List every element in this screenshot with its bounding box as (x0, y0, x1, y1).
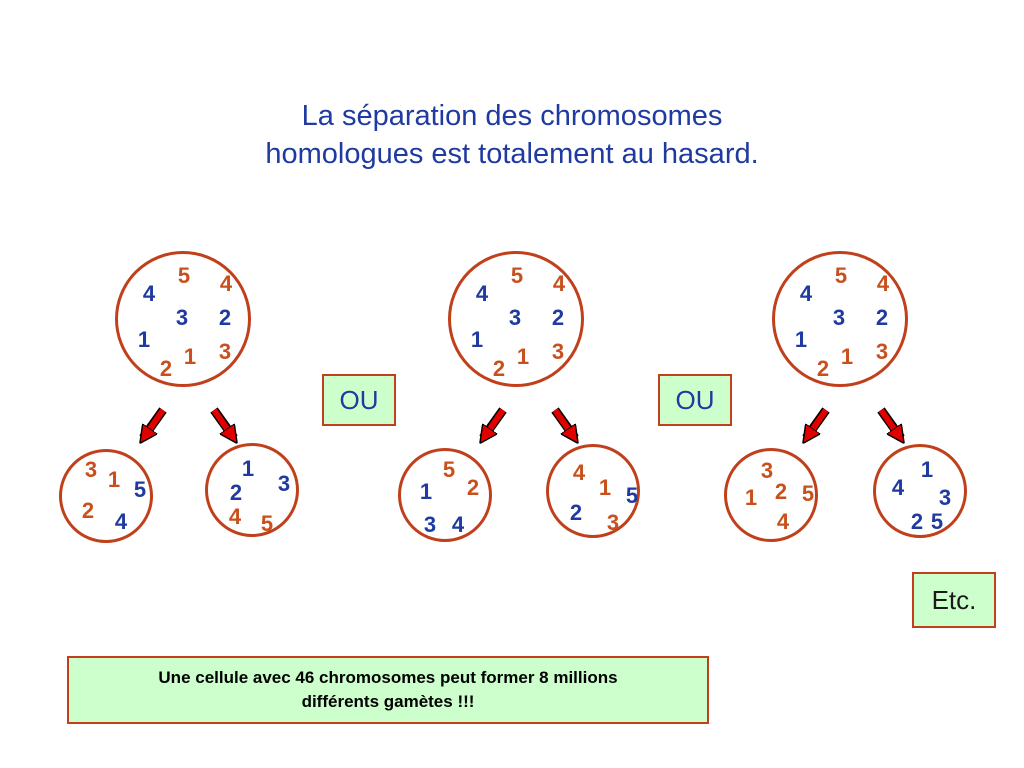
chromosome: 3 (938, 485, 952, 510)
chromosome: 3 (875, 339, 889, 364)
chromosome: 5 (260, 511, 274, 536)
ou-label: OU (339, 384, 379, 415)
chromosome: 5 (801, 481, 815, 506)
ou-box-2 (658, 374, 732, 426)
chromosome: 3 (423, 512, 437, 537)
chromosome: 3 (760, 458, 774, 483)
chromosome: 4 (876, 271, 890, 296)
scenario-3-arrows (806, 410, 901, 438)
gamete-right (873, 444, 967, 538)
arrow-right (555, 410, 573, 436)
chromosome: 1 (920, 457, 934, 482)
summary-note (67, 656, 709, 724)
chromosome: 4 (776, 509, 790, 534)
chromosome: 4 (552, 271, 566, 296)
chromosome: 5 (930, 509, 944, 534)
chromosome: 5 (510, 263, 524, 288)
etc-label: Etc. (931, 584, 977, 615)
chromosome: 5 (133, 477, 147, 502)
note-line-1: Une cellule avec 46 chromosomes peut former 8 millions (158, 668, 618, 687)
chromosome: 5 (442, 457, 456, 482)
chromosome: 4 (114, 509, 128, 534)
chromosome: 2 (159, 356, 173, 381)
etc-box (912, 572, 996, 628)
chromosome: 4 (799, 281, 813, 306)
chromosome: 1 (419, 479, 433, 504)
chromosome: 2 (816, 356, 830, 381)
chromosome: 3 (218, 339, 232, 364)
chromosome: 2 (218, 305, 232, 330)
chromosome: 4 (142, 281, 156, 306)
arrow-right (214, 410, 232, 436)
gamete-left (59, 449, 153, 543)
chromosome: 1 (794, 327, 808, 352)
chromosome: 4 (228, 504, 242, 529)
title-line-2: homologues est totalement au hasard. (265, 138, 759, 170)
chromosome: 5 (834, 263, 848, 288)
chromosome: 5 (177, 263, 191, 288)
arrow-left (145, 410, 163, 436)
scenario-1-arrows (143, 410, 234, 438)
chromosome: 4 (219, 271, 233, 296)
chromosome: 4 (475, 281, 489, 306)
chromosome: 3 (175, 305, 189, 330)
gamete-right (546, 444, 640, 538)
chromosome: 1 (241, 456, 255, 481)
chromosome: 3 (277, 471, 291, 496)
ou-label: OU (675, 384, 715, 415)
chromosome: 2 (910, 509, 924, 534)
note-line-2: différents gamètes !!! (301, 692, 475, 711)
arrow-left (808, 410, 826, 436)
chromosome: 3 (508, 305, 522, 330)
chromosome: 2 (875, 305, 889, 330)
chromosome: 1 (840, 344, 854, 369)
chromosome: 1 (598, 475, 612, 500)
chromosome: 4 (891, 475, 905, 500)
arrow-left (485, 410, 503, 436)
chromosome: 1 (470, 327, 484, 352)
ou-box-1 (322, 374, 396, 426)
chromosome: 4 (572, 460, 586, 485)
parent-cell (772, 251, 908, 387)
scenario-2-arrows (483, 410, 575, 438)
chromosome: 3 (84, 457, 98, 482)
gamete-left (398, 448, 492, 542)
chromosome: 2 (774, 479, 788, 504)
chromosome: 1 (744, 485, 758, 510)
chromosome: 1 (137, 327, 151, 352)
chromosome: 2 (492, 356, 506, 381)
chromosome: 3 (832, 305, 846, 330)
parent-cell (115, 251, 251, 387)
parent-cell (448, 251, 584, 387)
chromosome: 2 (569, 500, 583, 525)
title-line-1: La séparation des chromosomes (301, 100, 723, 132)
arrow-right (881, 410, 899, 436)
chromosome: 2 (81, 498, 95, 523)
chromosome: 5 (625, 483, 639, 508)
chromosome: 1 (516, 344, 530, 369)
chromosome: 3 (551, 339, 565, 364)
chromosome: 1 (183, 344, 197, 369)
chromosome: 3 (606, 510, 620, 535)
gamete-left (724, 448, 818, 542)
chromosome: 2 (551, 305, 565, 330)
gamete-right (205, 443, 299, 537)
chromosome: 2 (229, 480, 243, 505)
chromosome: 1 (107, 467, 121, 492)
chromosome: 2 (466, 475, 480, 500)
chromosome: 4 (451, 512, 465, 537)
